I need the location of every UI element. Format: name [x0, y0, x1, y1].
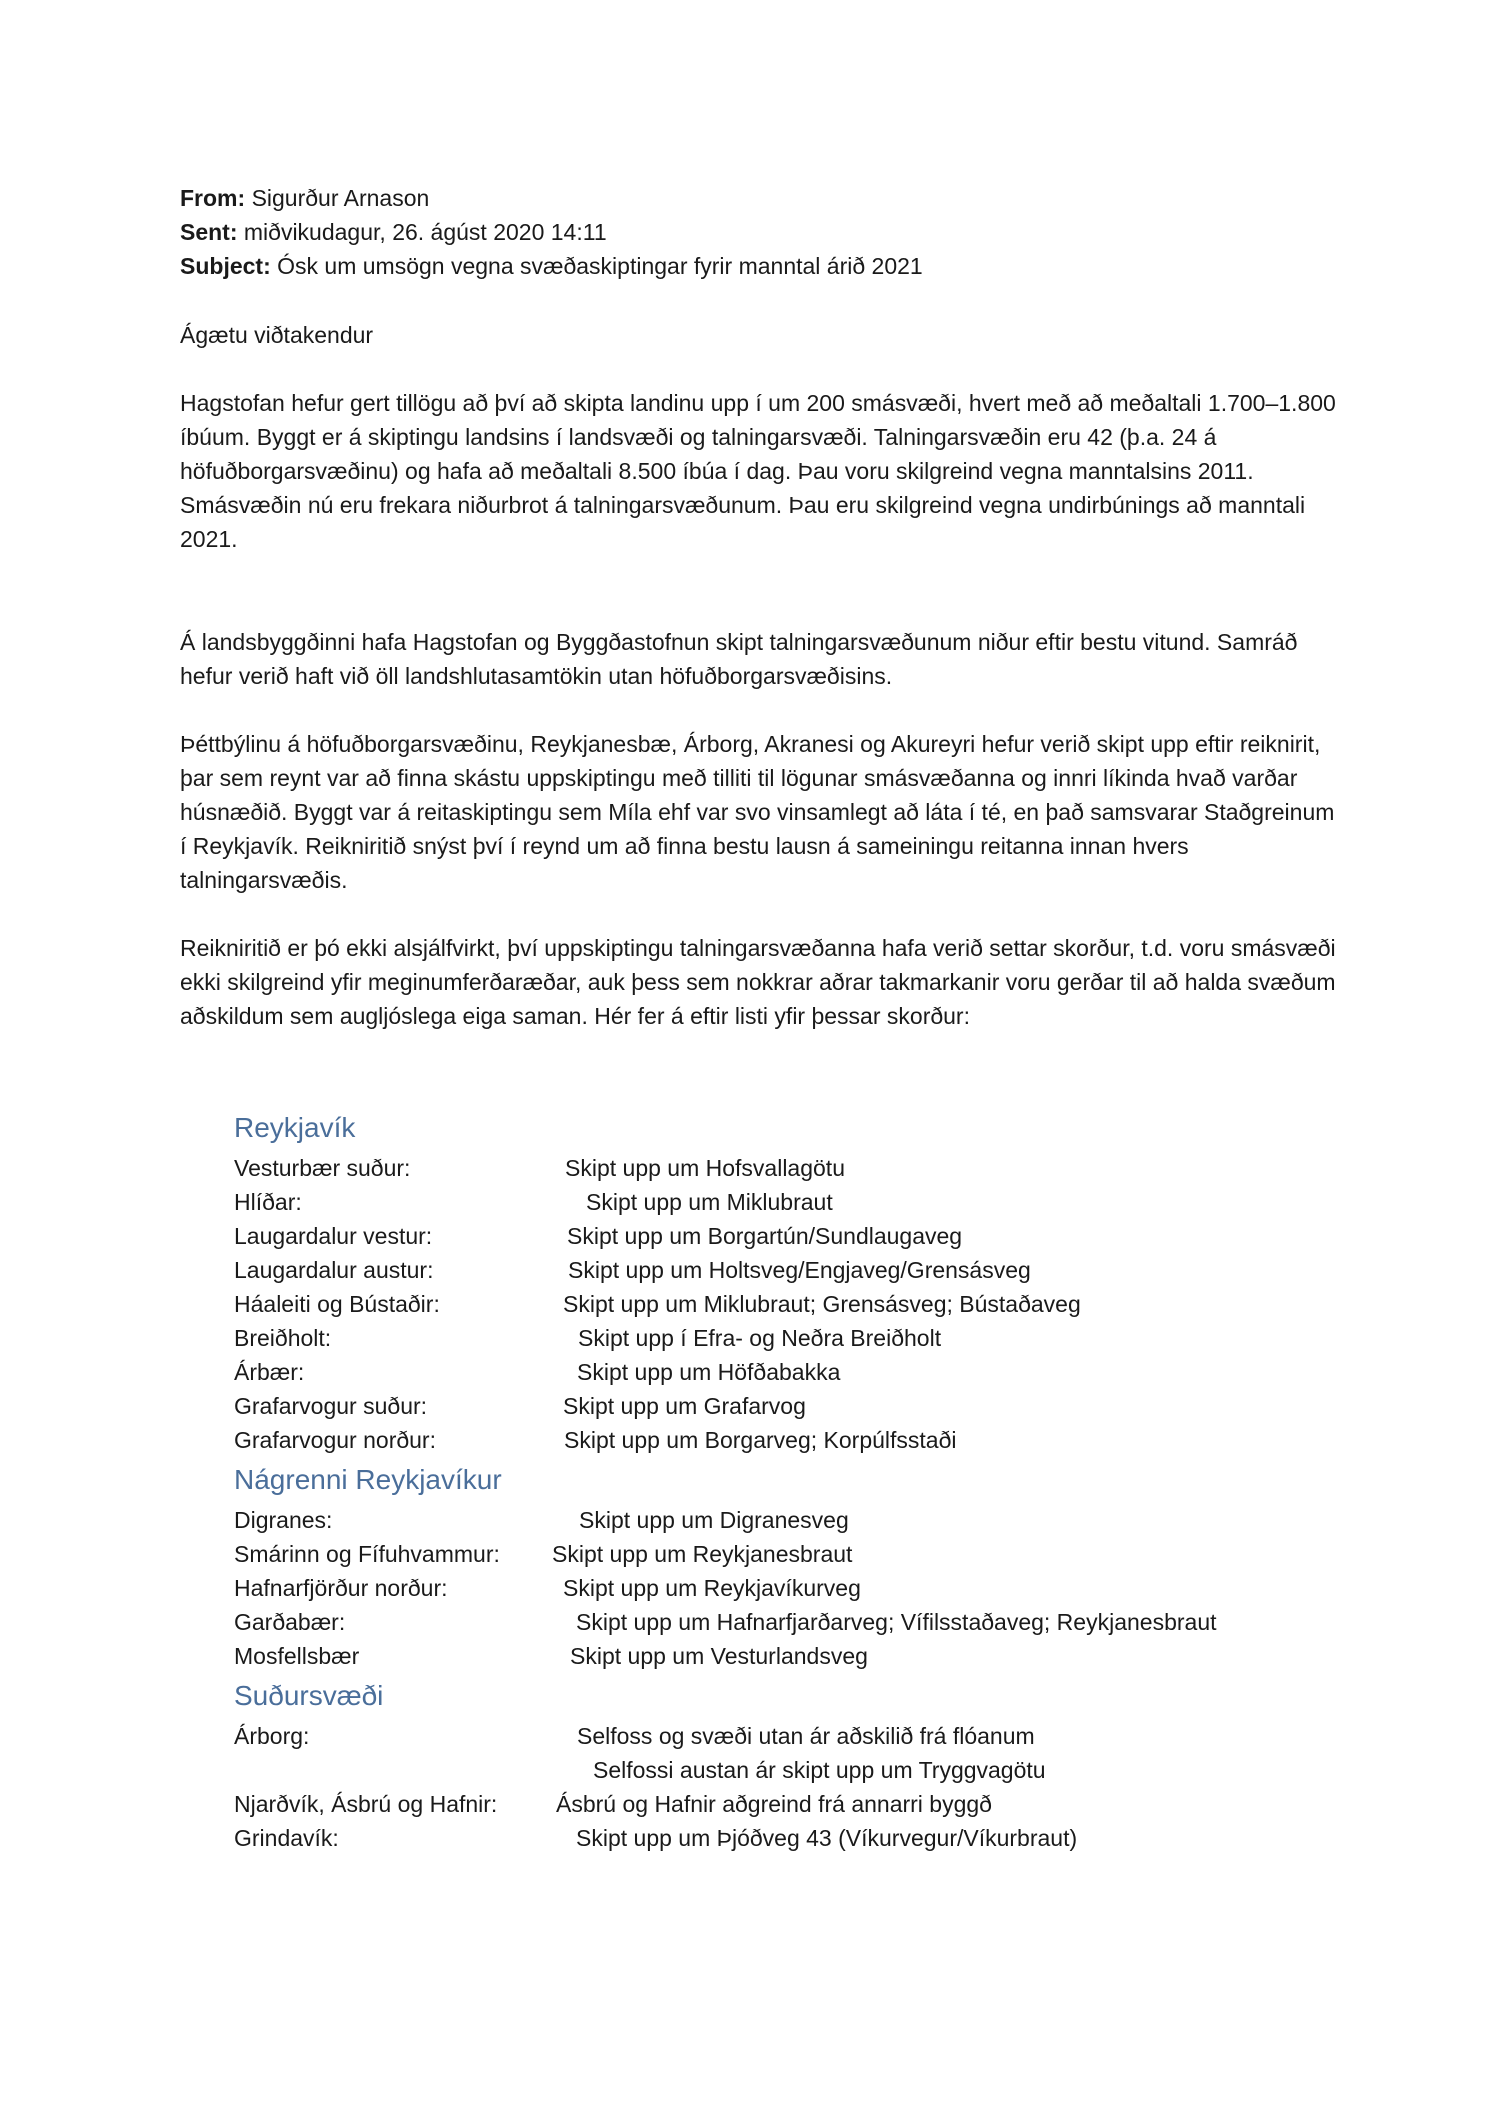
row-label: Grafarvogur norður:: [234, 1427, 436, 1453]
paragraph-4: Reikniritið er þó ekki alsjálfvirkt, því uppskiptingu talningarsvæðanna hafa verið settar skorður, t.d. voru smásvæði ekki skilgreind yfir meginumferðaræðar, auk þess sem nokkrar aðrar takmarkanir voru gerðar til að halda svæðum aðskildum sem augljóslega eiga saman. Hér fer á eftir listi yfir þessar skorður:: [180, 935, 1336, 1029]
from-label: From:: [180, 185, 246, 211]
row-value: Skipt upp um Þjóðveg 43 (Víkurvegur/Víkurbraut): [576, 1825, 1078, 1851]
row-value: Skipt upp um Vesturlandsveg: [570, 1643, 868, 1669]
row-value: Skipt upp um Borgarveg; Korpúlfsstaði: [564, 1427, 957, 1453]
row-label: Árborg:: [234, 1723, 310, 1749]
sent-label: Sent:: [180, 219, 238, 245]
row-label: Breiðholt:: [234, 1325, 332, 1351]
row-value: Skipt upp um Borgartún/Sundlaugaveg: [567, 1223, 963, 1249]
row-label: Mosfellsbær: [234, 1643, 360, 1669]
subject-label: Subject:: [180, 253, 271, 279]
row-label: Laugardalur vestur:: [234, 1223, 433, 1249]
paragraph-1: Hagstofan hefur gert tillögu að því að skipta landinu upp í um 200 smásvæði, hvert með að meðaltali 1.700–1.800 íbúum. Byggt er á skiptingu landsins í landsvæði og talningarsvæði. Talningarsvæðin eru 42 (þ.a. 24 á höfuðborgarsvæðinu) og hafa að meðaltali 8.500 íbúa í dag. Þau voru skilgreind vegna manntalsins 2011. Smásvæðin nú eru frekara niðurbrot á talningarsvæðunum. Þau eru skilgreind vegna undirbúnings að manntali 2021.: [180, 390, 1336, 552]
sent-line: [180, 215, 1340, 249]
paragraph-3: Þéttbýlinu á höfuðborgarsvæðinu, Reykjanesbæ, Árborg, Akranesi og Akureyri hefur verið skipt upp eftir reiknirit, þar sem reynt var að finna skástu uppskiptingu með tilliti til lögunar smásvæðanna og innri líkinda hvað varðar húsnæðið. Byggt var á reitaskiptingu sem Míla ehf var svo vinsamlegt að láta í té, en það samsvarar Staðgreinum í Reykjavík. Reikniritið snýst því í reynd um að finna bestu lausn á sameiningu reitanna innan hvers talningarsvæðis.: [180, 731, 1335, 893]
email-header: [180, 181, 1340, 283]
row-value: Selfoss og svæði utan ár aðskilið frá flóanum: [577, 1723, 1035, 1749]
row-label: Hafnarfjörður norður:: [234, 1575, 448, 1601]
row-value: Skipt upp í Efra- og Neðra Breiðholt: [578, 1325, 942, 1351]
row-value: Skipt upp um Miklubraut; Grensásveg; Bústaðaveg: [563, 1291, 1081, 1317]
row-label: Árbær:: [234, 1359, 305, 1385]
row-value: Skipt upp um Höfðabakka: [577, 1359, 841, 1385]
sent-value: miðvikudagur, 26. ágúst 2020 14:11: [243, 219, 607, 245]
row-value: Skipt upp um Holtsveg/Engjaveg/Grensásveg: [568, 1257, 1031, 1283]
subject-value: Ósk um umsögn vegna svæðaskiptingar fyrir manntal árið 2021: [277, 253, 923, 279]
section-title-reykjavik: Reykjavík: [234, 1112, 356, 1143]
row-value: Selfossi austan ár skipt upp um Tryggvagötu: [593, 1757, 1046, 1783]
section-title-sudursvaedi: Suðursvæði: [234, 1680, 384, 1711]
from-line: [180, 181, 1340, 215]
row-label: Grafarvogur suður:: [234, 1393, 428, 1419]
from-value: Sigurður Arnason: [251, 185, 430, 211]
paragraph-2: Á landsbyggðinni hafa Hagstofan og Byggðastofnun skipt talningarsvæðunum niður eftir bestu vitund. Samráð hefur verið haft við öll landshlutasamtökin utan höfuðborgarsvæðisins.: [180, 629, 1298, 689]
section-title-nagrenni-reykjavikur: Nágrenni Reykjavíkur: [234, 1464, 502, 1495]
row-label: Háaleiti og Bústaðir:: [234, 1291, 440, 1317]
row-label: Grindavík:: [234, 1825, 339, 1851]
row-label: Vesturbær suður:: [234, 1155, 411, 1181]
row-value: Skipt upp um Digranesveg: [579, 1507, 849, 1533]
row-value: Skipt upp um Hafnarfjarðarveg; Vífilsstaðaveg; Reykjanesbraut: [576, 1609, 1217, 1635]
row-value: Ásbrú og Hafnir aðgreind frá annarri byggð: [556, 1791, 992, 1817]
row-value: Skipt upp um Grafarvog: [563, 1393, 806, 1419]
row-label: Garðabær:: [234, 1609, 346, 1635]
greeting: Ágætu viðtakendur: [180, 322, 374, 348]
row-value: Skipt upp um Reykjanesbraut: [552, 1541, 853, 1567]
row-label: Digranes:: [234, 1507, 333, 1533]
row-label: Smárinn og Fífuhvammur:: [234, 1541, 500, 1567]
row-label: Njarðvík, Ásbrú og Hafnir:: [234, 1791, 498, 1817]
row-value: Skipt upp um Miklubraut: [586, 1189, 833, 1215]
subject-line: [180, 249, 1340, 283]
row-value: Skipt upp um Hofsvallagötu: [565, 1155, 845, 1181]
row-label: Hlíðar:: [234, 1189, 302, 1215]
row-label: Laugardalur austur:: [234, 1257, 434, 1283]
row-value: Skipt upp um Reykjavíkurveg: [563, 1575, 861, 1601]
